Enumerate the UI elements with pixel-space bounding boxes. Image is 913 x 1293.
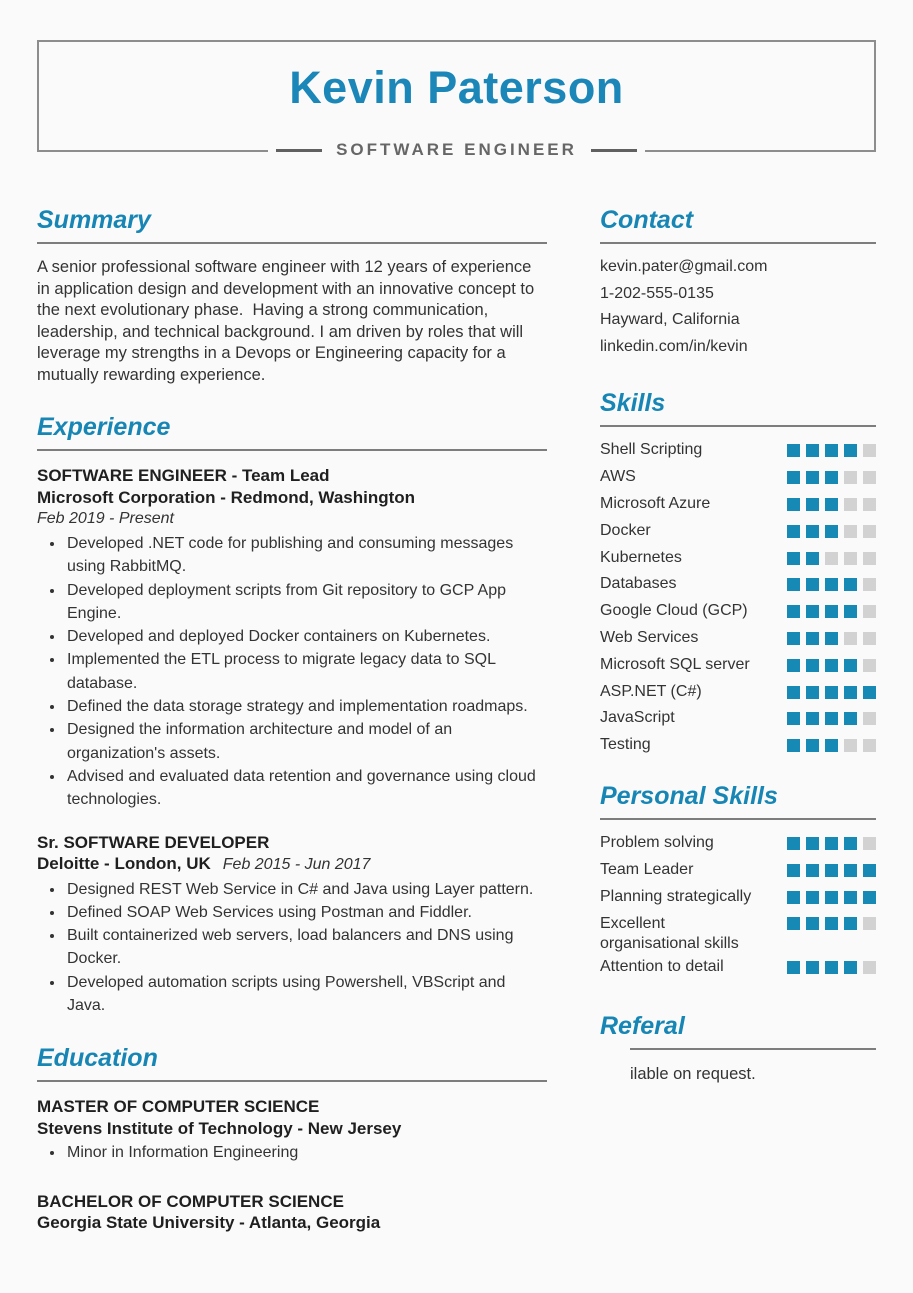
rating-square-empty (863, 525, 876, 538)
contact-section (600, 205, 876, 360)
rating-square-filled (787, 578, 800, 591)
degree-bullet: • Minor in Information Engineering (65, 1141, 547, 1164)
person-job-title: SOFTWARE ENGINEER (336, 140, 577, 159)
rating-square-filled (787, 837, 800, 850)
job-title: SOFTWARE ENGINEER - Team Lead (37, 466, 330, 485)
skill-rating-squares (787, 732, 876, 752)
skill-rating-squares (787, 437, 876, 457)
job-bullet: • Developed deployment scripts from Git repository to GCP App Engine. (65, 579, 547, 626)
rating-square-filled (806, 578, 819, 591)
skill-label: Microsoft Azure (600, 494, 711, 512)
job-bullet: • Developed and deployed Docker containers on Kubernetes. (65, 625, 547, 648)
rating-square-filled (863, 864, 876, 877)
summary-rule (37, 242, 547, 244)
skill-label: Attention to detail (600, 958, 724, 976)
rating-square-filled (806, 961, 819, 974)
rating-square-filled (787, 552, 800, 565)
summary-heading: Summary (37, 206, 151, 234)
job-bullet: • Defined the data storage strategy and implementation roadmaps. (65, 695, 547, 718)
skill-row (600, 679, 876, 706)
rating-square-filled (806, 605, 819, 618)
rating-square-filled (844, 444, 857, 457)
job-bullet: • Advised and evaluated data retention and governance using cloud technologies. (65, 765, 547, 812)
skill-rating-squares (787, 491, 876, 511)
skill-row (600, 598, 876, 625)
rating-square-filled (825, 739, 838, 752)
skill-label: AWS (600, 468, 636, 486)
rating-square-filled (844, 917, 857, 930)
rating-square-empty (844, 739, 857, 752)
rating-square-empty (863, 578, 876, 591)
experience-section (37, 412, 547, 1017)
skill-row (600, 464, 876, 491)
rating-square-filled (806, 712, 819, 725)
job-company: Microsoft Corporation - Redmond, Washington (37, 487, 416, 507)
skill-label: Docker (600, 521, 651, 539)
rating-square-empty (863, 961, 876, 974)
skill-row (600, 625, 876, 652)
skill-label: Kubernetes (600, 548, 682, 566)
personal-skills-rule (600, 818, 876, 820)
skill-rating-squares (787, 830, 876, 850)
contact-item: Hayward, California (600, 311, 740, 329)
personal-skills-list (600, 830, 876, 981)
rating-square-filled (844, 712, 857, 725)
rating-square-filled (844, 891, 857, 904)
degree-title: BACHELOR OF COMPUTER SCIENCE (37, 1191, 344, 1211)
rating-square-empty (863, 471, 876, 484)
rating-square-filled (825, 605, 838, 618)
skill-row (600, 954, 876, 981)
rating-square-filled (787, 498, 800, 511)
job-bullet: • Defined SOAP Web Services using Postman and Fiddler. (65, 901, 547, 924)
rating-square-filled (787, 891, 800, 904)
degree-entry (37, 1191, 547, 1234)
degree-bullets (37, 1141, 547, 1164)
skill-label: Databases (600, 575, 677, 593)
job-entry (37, 832, 547, 1018)
rating-square-filled (825, 444, 838, 457)
rating-square-filled (825, 471, 838, 484)
job-bullets (37, 878, 547, 1018)
job-bullet: • Implemented the ETL process to migrate legacy data to SQL database. (65, 648, 547, 695)
skill-row (600, 652, 876, 679)
skill-rating-squares (787, 571, 876, 591)
skill-label: Planning strategically (600, 887, 752, 905)
referral-rule (630, 1048, 876, 1050)
skill-label: Problem solving (600, 833, 714, 851)
skill-row (600, 857, 876, 884)
job-bullet: • Developed .NET code for publishing and consuming messages using RabbitMQ. (65, 532, 547, 579)
rating-square-filled (825, 498, 838, 511)
rating-square-filled (825, 578, 838, 591)
rating-square-filled (806, 739, 819, 752)
education-rule (37, 1080, 547, 1082)
rating-square-filled (844, 578, 857, 591)
rating-square-empty (844, 498, 857, 511)
rating-square-empty (825, 552, 838, 565)
skill-label: ASP.NET (C#) (600, 682, 702, 700)
skill-label: Microsoft SQL server (600, 655, 750, 673)
skill-row (600, 830, 876, 857)
experience-rule (37, 449, 547, 451)
job-company: Deloitte - London, UK (37, 854, 211, 874)
skill-label: Shell Scripting (600, 441, 703, 459)
rating-square-empty (844, 471, 857, 484)
rating-square-filled (825, 864, 838, 877)
rating-square-filled (825, 891, 838, 904)
skill-row (600, 884, 876, 911)
contact-item: 1-202-555-0135 (600, 284, 714, 302)
rating-square-filled (825, 961, 838, 974)
skill-label: Google Cloud (GCP) (600, 602, 748, 620)
left-column (37, 205, 547, 1234)
contact-heading: Contact (600, 206, 694, 234)
right-dash-decoration (591, 149, 637, 152)
rating-square-filled (806, 632, 819, 645)
job-entry (37, 465, 547, 812)
rating-square-filled (825, 837, 838, 850)
rating-square-filled (825, 686, 838, 699)
skills-section (600, 388, 876, 759)
job-dates: Feb 2015 - Jun 2017 (222, 856, 371, 874)
rating-square-filled (806, 471, 819, 484)
job-bullet: • Built containerized web servers, load balancers and DNS using Docker. (65, 924, 547, 971)
rating-square-filled (787, 864, 800, 877)
job-title-banner (268, 138, 645, 162)
rating-square-filled (806, 917, 819, 930)
job-bullets (37, 532, 547, 812)
job-bullet: • Developed automation scripts using Powershell, VBScript and Java. (65, 971, 547, 1018)
rating-square-empty (844, 552, 857, 565)
rating-square-filled (806, 659, 819, 672)
skill-row (600, 545, 876, 572)
rating-square-filled (825, 632, 838, 645)
rating-square-filled (825, 712, 838, 725)
skill-rating-squares (787, 518, 876, 538)
subtitle-wrap (39, 138, 874, 162)
degree-entry (37, 1096, 547, 1164)
skill-row (600, 571, 876, 598)
rating-square-filled (844, 837, 857, 850)
contact-item: linkedin.com/in/kevin (600, 337, 748, 355)
skill-row (600, 437, 876, 464)
rating-square-filled (787, 525, 800, 538)
skill-rating-squares (787, 625, 876, 645)
rating-square-empty (863, 632, 876, 645)
skill-label: Team Leader (600, 860, 694, 878)
rating-square-filled (844, 961, 857, 974)
rating-square-filled (787, 659, 800, 672)
rating-square-empty (863, 712, 876, 725)
rating-square-empty (863, 444, 876, 457)
rating-square-filled (863, 686, 876, 699)
header-box (37, 40, 876, 159)
rating-square-empty (844, 525, 857, 538)
skill-row (600, 518, 876, 545)
rating-square-filled (844, 659, 857, 672)
education-section (37, 1043, 547, 1233)
job-company-and-dates (37, 853, 547, 876)
skill-row (600, 491, 876, 518)
skills-heading: Skills (600, 389, 666, 418)
person-name: Kevin Paterson (289, 62, 624, 113)
contact-list (600, 254, 876, 360)
skill-rating-squares (787, 679, 876, 699)
skill-label: Excellent organisational skills (600, 915, 739, 953)
personal-skills-section (600, 781, 876, 981)
rating-square-empty (844, 632, 857, 645)
rating-square-filled (825, 525, 838, 538)
degree-title: MASTER OF COMPUTER SCIENCE (37, 1097, 320, 1117)
skill-rating-squares (787, 910, 876, 930)
job-title: Sr. SOFTWARE DEVELOPER (37, 832, 270, 852)
rating-square-empty (863, 498, 876, 511)
contact-item: kevin.pater@gmail.com (600, 258, 768, 275)
skill-label: Web Services (600, 628, 699, 646)
rating-square-filled (844, 864, 857, 877)
skill-rating-squares (787, 545, 876, 565)
job-bullet: • Designed REST Web Service in C# and Java using Layer pattern. (65, 878, 547, 901)
skill-label: JavaScript (600, 709, 675, 727)
personal-skills-heading: Personal Skills (600, 781, 778, 810)
skill-rating-squares (787, 464, 876, 484)
degree-school: Stevens Institute of Technology - New Jersey (37, 1118, 402, 1138)
rating-square-filled (806, 686, 819, 699)
rating-square-filled (806, 891, 819, 904)
degree-school: Georgia State University - Atlanta, Georgia (37, 1213, 381, 1233)
rating-square-filled (787, 632, 800, 645)
rating-square-empty (863, 917, 876, 930)
rating-square-filled (844, 686, 857, 699)
job-dates: Feb 2019 - Present (37, 510, 174, 527)
rating-square-filled (844, 605, 857, 618)
left-dash-decoration (276, 149, 322, 152)
rating-square-filled (806, 444, 819, 457)
skill-rating-squares (787, 652, 876, 672)
skill-rating-squares (787, 857, 876, 877)
skill-row (600, 732, 876, 759)
skill-rating-squares (787, 954, 876, 974)
summary-text: A senior professional software engineer with 12 years of experience in application design and development with an innovative concept to the next evolutionary phase. Having a strong communication, leadership, and technical background. I am driven by roles that will leverage my strengths in a Devops or Engineering capacity for a mutually rewarding experience. (37, 258, 539, 384)
rating-square-filled (787, 471, 800, 484)
rating-square-filled (787, 961, 800, 974)
skill-rating-squares (787, 884, 876, 904)
rating-square-filled (863, 891, 876, 904)
rating-square-filled (806, 864, 819, 877)
rating-square-filled (806, 525, 819, 538)
rating-square-filled (806, 837, 819, 850)
rating-square-empty (863, 659, 876, 672)
job-bullet: • Designed the information architecture and model of an organization's assets. (65, 718, 547, 765)
education-heading: Education (37, 1044, 158, 1073)
rating-square-filled (806, 498, 819, 511)
experience-heading: Experience (37, 413, 171, 441)
skills-list (600, 437, 876, 759)
skill-row (600, 910, 876, 954)
summary-section (37, 205, 547, 386)
skills-rule (600, 425, 876, 427)
rating-square-filled (806, 552, 819, 565)
referral-text: ilable on request. (630, 1065, 756, 1084)
right-column (600, 205, 876, 1084)
rating-square-empty (863, 837, 876, 850)
referral-heading: Referal (600, 1012, 685, 1041)
skill-rating-squares (787, 705, 876, 725)
skill-row (600, 705, 876, 732)
skill-label: Testing (600, 736, 651, 754)
rating-square-filled (787, 605, 800, 618)
skill-rating-squares (787, 598, 876, 618)
rating-square-filled (787, 712, 800, 725)
rating-square-filled (787, 444, 800, 457)
rating-square-empty (863, 605, 876, 618)
rating-square-empty (863, 552, 876, 565)
rating-square-filled (825, 659, 838, 672)
rating-square-filled (825, 917, 838, 930)
referral-section (600, 1011, 876, 1084)
rating-square-filled (787, 686, 800, 699)
contact-rule (600, 242, 876, 244)
rating-square-empty (863, 739, 876, 752)
rating-square-filled (787, 739, 800, 752)
rating-square-filled (787, 917, 800, 930)
